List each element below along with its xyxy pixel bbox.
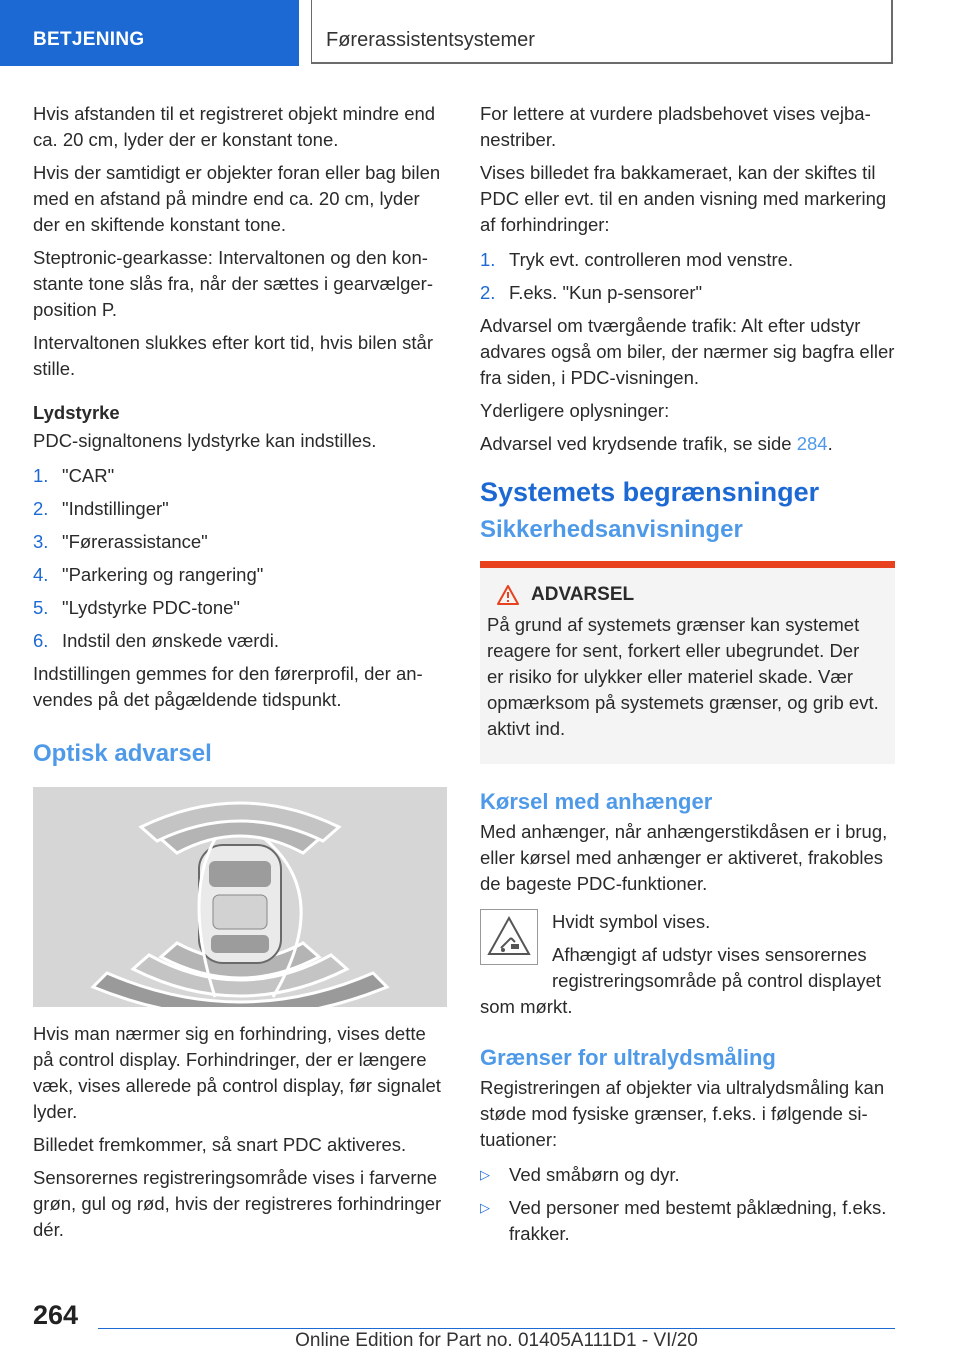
warning-text: På grund af systemets grænser kan systemet reagere for sent, forkert eller ubegrundet. Der er risiko for ulykker eller materiel skade. Vær opmærksom på systemets grænser, og grib evt. aktivt ind.	[487, 614, 879, 739]
list-item	[480, 1195, 895, 1247]
step-number: 2.	[480, 282, 496, 303]
bullet-triangle-icon: ▷	[480, 1167, 490, 1182]
paragraph: Intervaltonen slukkes efter kort tid, hvis bilen står stille.	[33, 332, 433, 379]
page-number: 264	[33, 1300, 79, 1330]
list-item	[33, 463, 447, 489]
heading-sikkerhedsanvisninger: Sikkerhedsanvisninger	[480, 516, 743, 543]
warning-triangle-icon	[497, 585, 519, 605]
steps-list	[480, 247, 895, 306]
step-number: 6.	[33, 630, 49, 651]
header-chapter-box	[311, 0, 893, 64]
step-text: Tryk evt. controlleren mod venstre.	[509, 249, 794, 270]
paragraph	[480, 431, 895, 457]
warning-box	[480, 561, 895, 764]
heading-korsel-med-anhaenger: Kørsel med anhænger	[480, 789, 713, 814]
paragraph: som mørkt.	[480, 996, 573, 1017]
footer-edition: Online Edition for Part no. 01405A111D1 - VI/20	[295, 1330, 698, 1351]
header-section-tab	[0, 0, 299, 66]
text: Advarsel ved krydsende trafik, se side	[480, 433, 797, 454]
list-item	[33, 628, 447, 654]
step-number: 3.	[33, 531, 49, 552]
list-item	[33, 562, 447, 588]
step-number: 1.	[33, 465, 49, 486]
step-text: "CAR"	[62, 465, 115, 486]
steps-list	[33, 463, 447, 654]
list-item	[33, 496, 447, 522]
page-reference-link[interactable]: 284	[796, 433, 828, 454]
paragraph: Hvidt symbol vises.	[552, 911, 711, 932]
step-text: "Parkering og rangering"	[62, 564, 264, 585]
paragraph: Vises billedet fra bakkameraet, kan der skiftes til PDC eller evt. til en anden visning med markering af forhindringer:	[480, 162, 887, 235]
bullet-text: Ved personer med bestemt påklædning, f.eks. frakker.	[509, 1197, 887, 1244]
step-number: 1.	[480, 249, 496, 270]
footer-divider	[98, 1328, 895, 1329]
bullet-list	[480, 1162, 895, 1247]
paragraph: Hvis afstanden til et registreret objekt mindre end ca. 20 cm, lyder der er konstant tone.	[33, 103, 436, 150]
heading-systemets-begransninger: Systemets begrænsninger	[480, 477, 820, 507]
heading-graenser-ultralyd: Grænser for ultralydsmåling	[480, 1045, 776, 1070]
text: .	[827, 433, 833, 454]
step-text: Indstil den ønskede værdi.	[62, 630, 279, 651]
list-item	[480, 280, 895, 306]
paragraph: Billedet fremkommer, så snart PDC aktiveres.	[33, 1134, 407, 1155]
step-number: 4.	[33, 564, 49, 585]
list-item	[33, 595, 447, 621]
step-text: "Indstillinger"	[62, 498, 169, 519]
bullet-triangle-icon: ▷	[480, 1200, 490, 1215]
paragraph: Yderligere oplysninger:	[480, 400, 670, 421]
list-item	[480, 1162, 895, 1188]
step-text: F.eks. "Kun p-sensorer"	[509, 282, 703, 303]
bullet-text: Ved småbørn og dyr.	[509, 1164, 680, 1185]
pdc-car-illustration	[33, 787, 447, 1007]
subheading-lydstyrke: Lydstyrke	[33, 402, 120, 423]
paragraph: PDC-signaltonens lydstyrke kan indstilles.	[33, 430, 377, 451]
paragraph: Sensorernes registreringsområde vises i farverne grøn, gul og rød, hvis der registreres forhindringer dér.	[33, 1167, 442, 1240]
header-section: BETJENING	[33, 29, 145, 50]
paragraph: For lettere at vurdere pladsbehovet vises vejbanestriber.	[480, 103, 871, 150]
warning-title-text: ADVARSEL	[531, 584, 635, 605]
trailer-symbol-row	[480, 909, 895, 994]
list-item	[33, 529, 447, 555]
paragraph: Hvis der samtidigt er objekter foran eller bag bilen med en afstand på mindre end ca. 20 cm, lyder der en skiftende konstant tone.	[33, 162, 441, 235]
heading-optisk-advarsel: Optisk advarsel	[33, 740, 212, 767]
paragraph: Afhængigt af udstyr vises sensorernes registreringsområde på control displayet	[552, 944, 882, 991]
paragraph: Indstillingen gemmes for den førerprofil, der anvendes på det pågældende tidspunkt.	[33, 663, 423, 710]
paragraph: Advarsel om tværgående trafik: Alt efter udstyr advares også om biler, der nærmer sig bagfra eller fra siden, i PDC-visningen.	[480, 315, 895, 388]
warning-title	[487, 582, 879, 608]
left-column	[33, 101, 447, 1250]
paragraph: Med anhænger, når anhængerstikdåsen er i brug, eller kørsel med anhænger er aktiveret, frakobles de bageste PDC-funktioner.	[480, 821, 888, 894]
paragraph: Hvis man nærmer sig en forhindring, vises dette på control display. Forhindringer, der er længere væk, vises allerede på control display, før signalet lyder.	[33, 1023, 441, 1122]
step-number: 5.	[33, 597, 49, 618]
trailer-symbol-text	[552, 909, 895, 994]
step-text: "Førerassistance"	[62, 531, 208, 552]
header-chapter: Førerassistentsystemer	[326, 29, 535, 51]
step-text: "Lydstyrke PDC-tone"	[62, 597, 240, 618]
trailer-warning-icon	[480, 909, 538, 965]
step-number: 2.	[33, 498, 49, 519]
paragraph: Registreringen af objekter via ultralydsmåling kan støde mod fysiske grænser, f.eks. i følgende situationer:	[480, 1077, 885, 1150]
paragraph: Steptronic-gearkasse: Intervaltonen og den konstante tone slås fra, når der sættes i gearvælgerposition P.	[33, 247, 434, 320]
list-item	[480, 247, 895, 273]
right-column	[480, 101, 895, 1254]
pdc-display-figure	[33, 787, 447, 1007]
